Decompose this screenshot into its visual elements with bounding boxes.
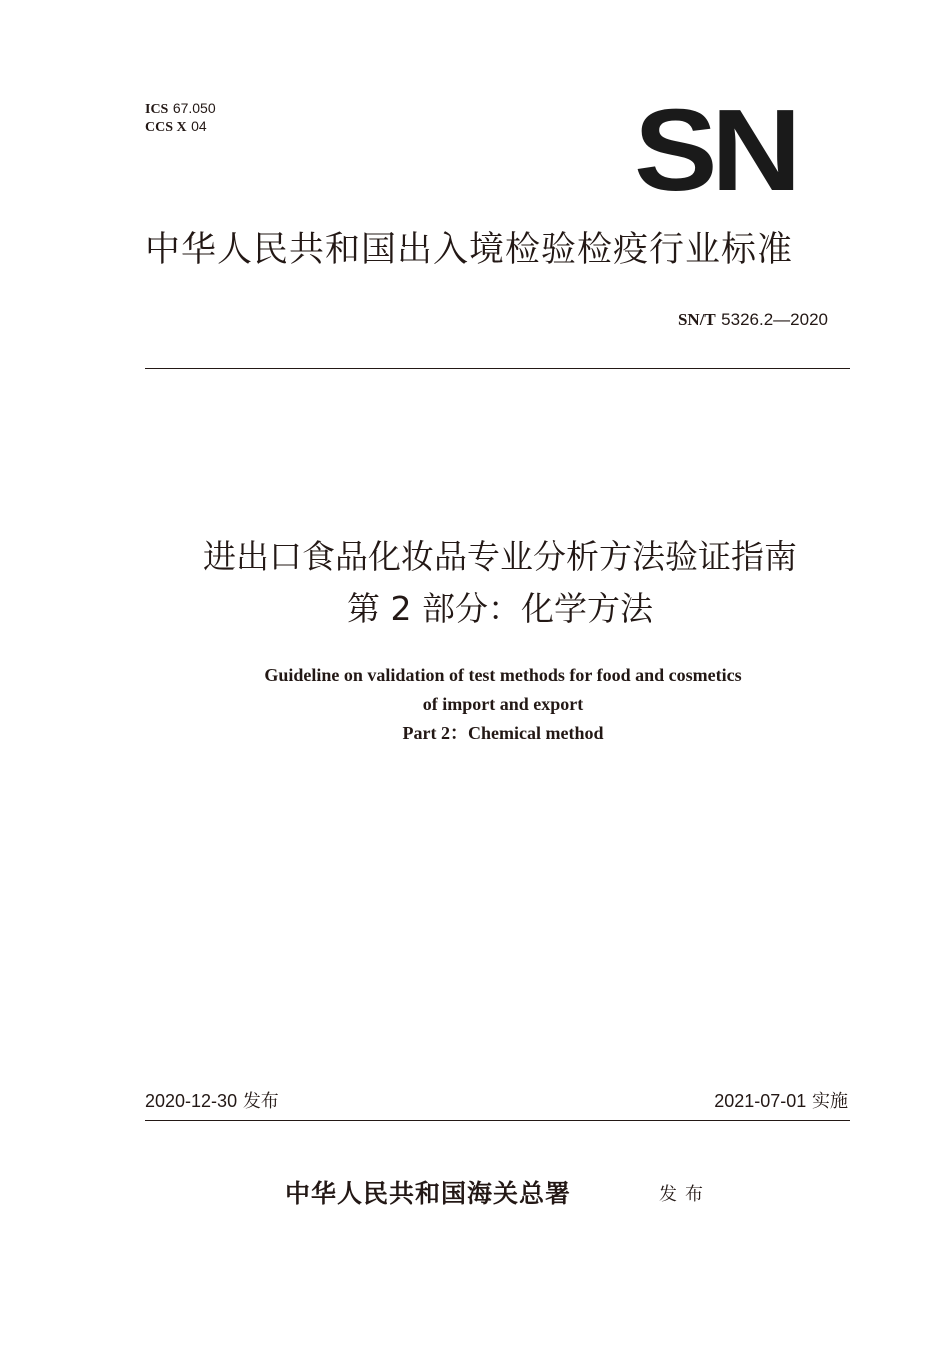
title-en-line2: of import and export: [422, 694, 584, 714]
publisher-name: 中华人民共和国海关总署: [285, 1179, 572, 1208]
title-en-line1: Guideline on validation of test methods for food and cosmetics: [264, 665, 742, 685]
sn-logo: SN: [634, 85, 796, 215]
ics-value: 67.050: [172, 100, 216, 116]
footer-divider: [145, 1120, 850, 1121]
issue-date: [145, 1088, 279, 1115]
standard-number-value: 5326.2—2020: [721, 310, 828, 329]
title-cn-line2: 第 2 部分：化学方法: [347, 589, 653, 628]
publish-action: 发布: [659, 1184, 711, 1205]
ccs-value: 04: [191, 118, 207, 134]
issue-date-label: 发布: [242, 1091, 279, 1112]
title-en-line3: Part 2：Chemical method: [402, 723, 604, 743]
standard-code: SN/T: [677, 310, 716, 329]
effective-date-value: 2021-07-01: [714, 1091, 807, 1111]
classification-codes: [145, 100, 216, 136]
issue-date-value: 2020-12-30: [145, 1091, 238, 1111]
effective-date: [714, 1088, 848, 1115]
header-divider: [145, 368, 850, 369]
ccs-label: CCS X: [145, 120, 187, 135]
ics-code: [145, 100, 216, 118]
title-cn-line1: 进出口食品化妆品专业分析方法验证指南: [203, 537, 797, 576]
effective-date-label: 实施: [812, 1091, 848, 1112]
ics-label: ICS: [145, 102, 169, 117]
authority-title: 中华人民共和国出入境检验检疫行业标准: [145, 230, 794, 270]
ccs-code: [145, 118, 216, 136]
standard-number: [678, 308, 828, 332]
